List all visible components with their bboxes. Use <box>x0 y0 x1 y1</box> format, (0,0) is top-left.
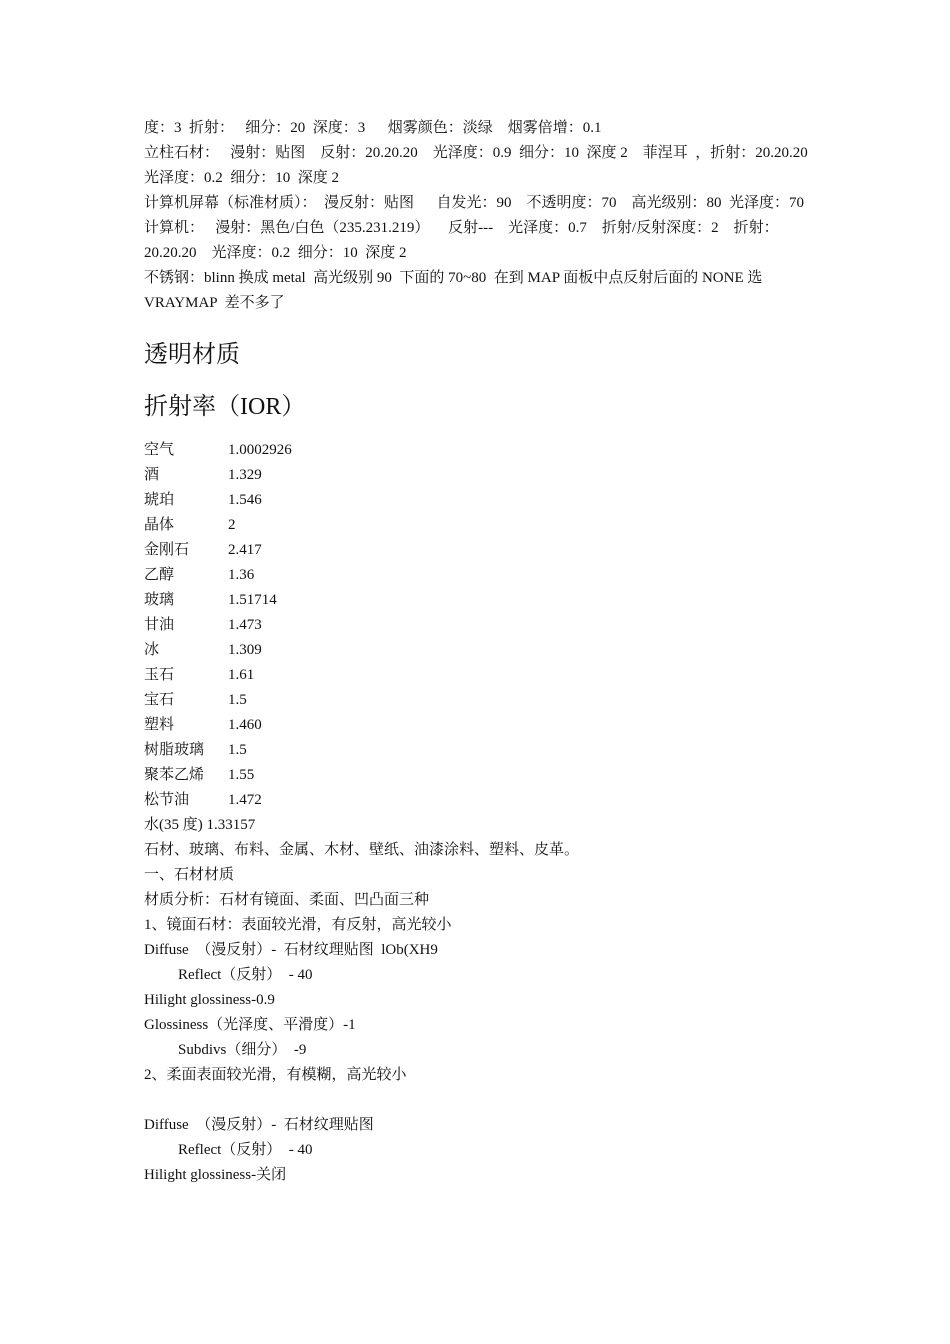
intro-line: 立柱石材： 漫射：贴图 反射：20.20.20 光泽度：0.9 细分：10 深度 2 菲涅耳 ，折射：20.20.20 光泽度：0.2 细分：10 深度 2 <box>144 145 823 186</box>
text-line: Diffuse （漫反射）- 石材纹理贴图 <box>144 1117 374 1133</box>
ior-value: 1.5 <box>228 692 247 708</box>
heading-transparent-materials: 透明材质 <box>144 342 240 368</box>
ior-row <box>144 563 808 588</box>
ior-row <box>144 713 808 738</box>
intro-line: 度：3 折射： 细分：20 深度：3 烟雾颜色：淡绿 烟雾倍增：0.1 <box>144 120 602 136</box>
intro-line: 不锈钢：blinn 换成 metal 高光级别 90 下面的 70~80 在到 MAP 面板中点反射后面的 NONE 选 VRAYMAP 差不多了 <box>144 270 767 311</box>
ior-material-name: 玉石 <box>144 667 175 683</box>
text-line: Reflect（反射） - 40 <box>178 1142 313 1158</box>
ior-material-name: 松节油 <box>144 792 190 808</box>
ior-row <box>144 663 808 688</box>
ior-material-name: 树脂玻璃 <box>144 742 205 758</box>
text-line: Diffuse （漫反射）- 石材纹理贴图 lOb(XH9 <box>144 942 438 958</box>
text-line: Reflect（反射） - 40 <box>178 967 313 983</box>
ior-value: 1.309 <box>228 642 262 658</box>
ior-row <box>144 463 808 488</box>
ior-value: 1.55 <box>228 767 255 783</box>
ior-row <box>144 763 808 788</box>
text-line: 2、柔面表面较光滑，有模糊，高光较小 <box>144 1067 407 1083</box>
ior-row <box>144 638 808 663</box>
ior-material-name: 甘油 <box>144 617 175 633</box>
text-line: 一、石材材质 <box>144 867 235 883</box>
ior-value: 1.546 <box>228 492 262 508</box>
ior-value: 1.473 <box>228 617 262 633</box>
intro-section <box>144 116 823 316</box>
ior-material-name: 塑料 <box>144 717 175 733</box>
text-line: 石材、玻璃、布料、金属、木材、壁纸、油漆涂料、塑料、皮革。 <box>144 842 580 858</box>
text-line: 水(35 度) 1.33157 <box>144 817 256 833</box>
ior-material-name: 金刚石 <box>144 542 190 558</box>
ior-row <box>144 438 808 463</box>
text-line: Subdivs（细分） -9 <box>178 1042 307 1058</box>
intro-line: 计算机： 漫射：黑色/白色（235.231.219） 反射--- 光泽度：0.7 折射/反射深度：2 折射：20.20.20 光泽度：0.2 细分：10 深度 2 <box>144 220 779 261</box>
ior-value: 1.5 <box>228 742 247 758</box>
ior-row <box>144 613 808 638</box>
ior-row <box>144 488 808 513</box>
ior-value: 1.329 <box>228 467 262 483</box>
text-line: Hilight glossiness-关闭 <box>144 1167 287 1183</box>
text-line: 材质分析：石材有镜面、柔面、凹凸面三种 <box>144 892 430 908</box>
heading-ior: 折射率（IOR） <box>144 394 306 420</box>
ior-value: 1.472 <box>228 792 262 808</box>
ior-row <box>144 513 808 538</box>
ior-row <box>144 738 808 763</box>
ior-material-name: 琥珀 <box>144 492 175 508</box>
stone-material-section <box>144 813 808 1188</box>
document-page <box>144 116 823 1188</box>
ior-value: 1.61 <box>228 667 255 683</box>
ior-value: 2.417 <box>228 542 262 558</box>
ior-material-name: 宝石 <box>144 692 175 708</box>
ior-material-name: 晶体 <box>144 517 175 533</box>
ior-material-name: 玻璃 <box>144 592 175 608</box>
ior-material-name: 空气 <box>144 442 175 458</box>
ior-value: 2 <box>228 517 236 533</box>
intro-line: 计算机屏幕（标准材质）： 漫反射：贴图 自发光：90 不透明度：70 高光级别：80 光泽度：70 <box>144 195 805 211</box>
ior-material-name: 酒 <box>144 467 160 483</box>
ior-value: 1.51714 <box>228 592 277 608</box>
ior-material-name: 聚苯乙烯 <box>144 767 205 783</box>
ior-value: 1.0002926 <box>228 442 292 458</box>
ior-material-name: 冰 <box>144 642 160 658</box>
text-line: Glossiness（光泽度、平滑度）-1 <box>144 1017 356 1033</box>
text-line <box>144 1088 808 1113</box>
ior-row <box>144 588 808 613</box>
ior-value: 1.36 <box>228 567 255 583</box>
ior-row <box>144 688 808 713</box>
ior-value: 1.460 <box>228 717 262 733</box>
text-line: 1、镜面石材：表面较光滑，有反射，高光较小 <box>144 917 452 933</box>
text-line: Hilight glossiness-0.9 <box>144 992 275 1008</box>
ior-material-name: 乙醇 <box>144 567 175 583</box>
ior-row <box>144 788 808 813</box>
ior-row <box>144 538 808 563</box>
ior-table <box>144 438 808 813</box>
